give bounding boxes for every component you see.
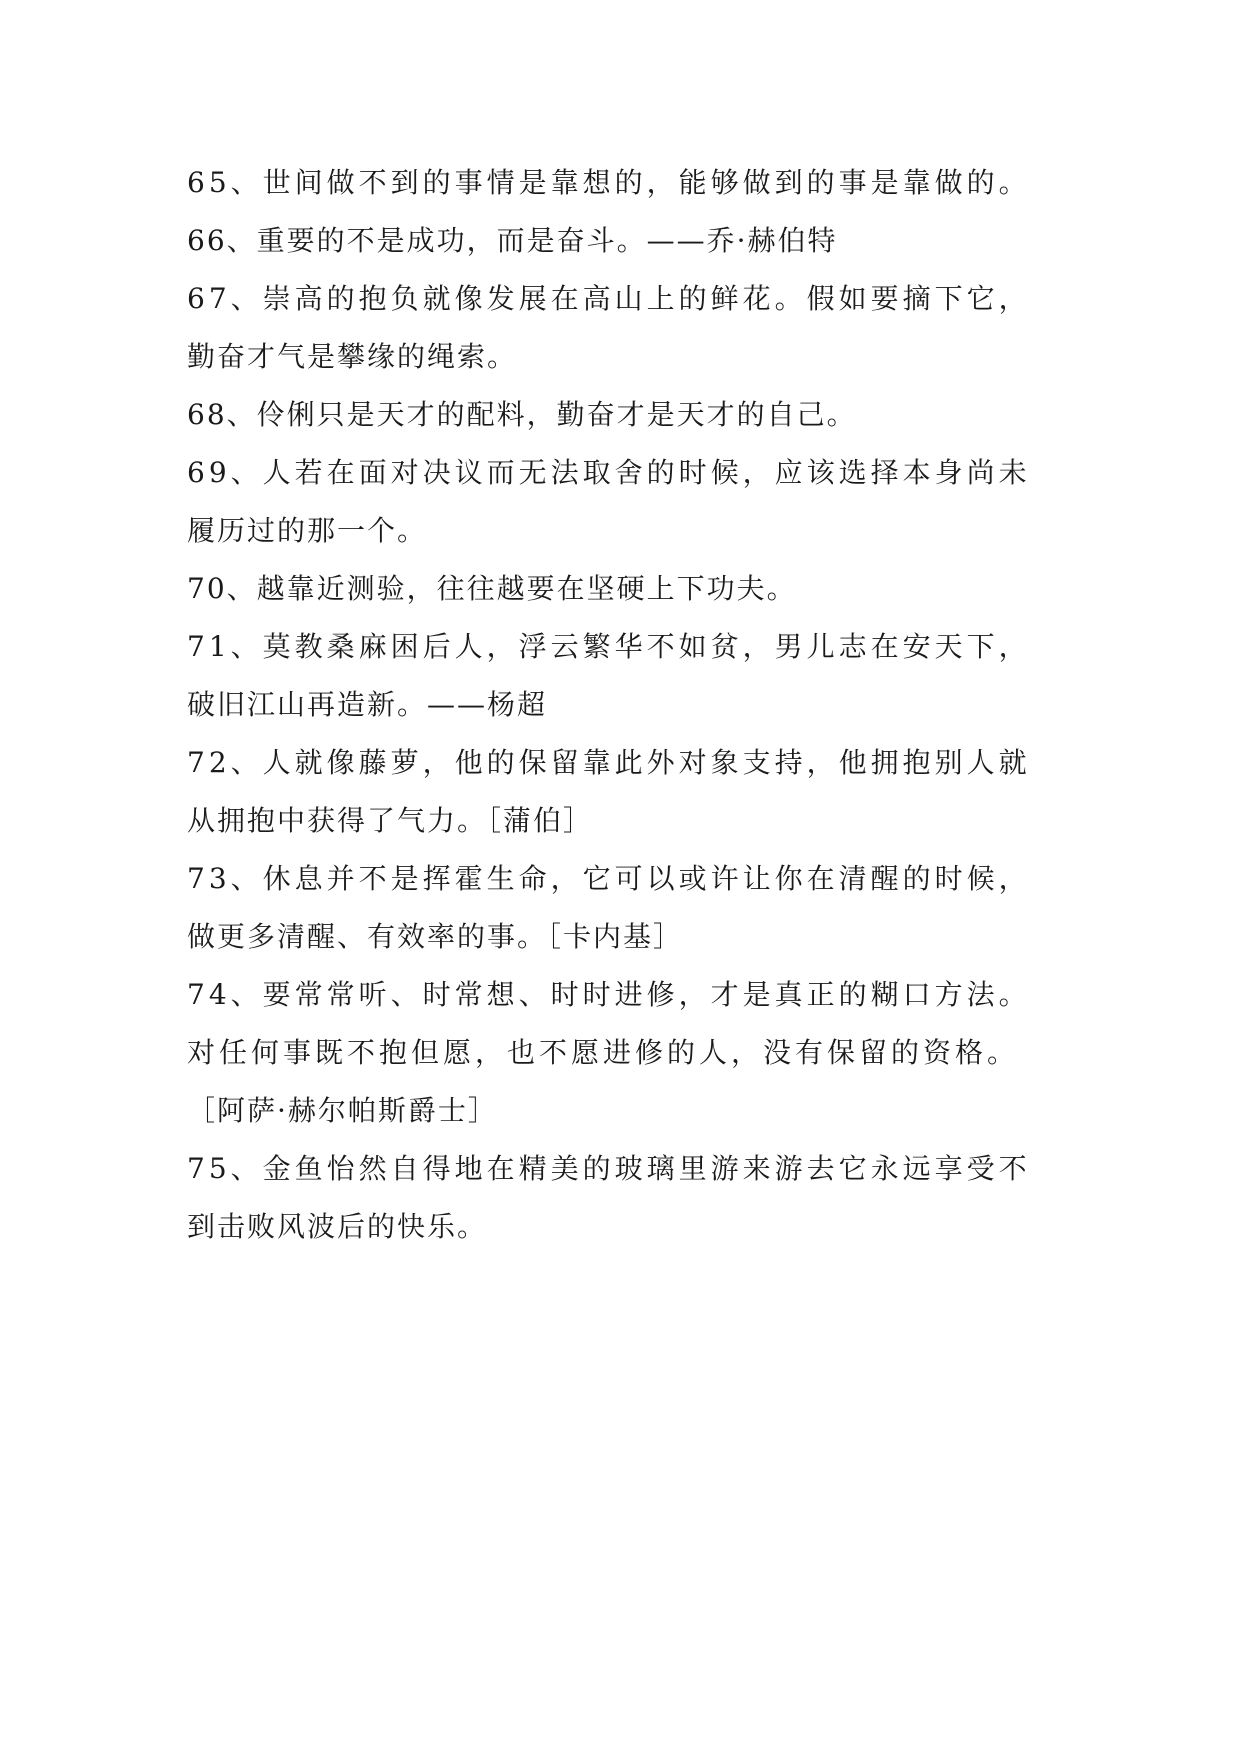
quote-74-line-2: 对任何事既不抱但愿，也不愿进修的人，没有保留的资格。 — [187, 1036, 1020, 1069]
quote-65-line-1: 65、世间做不到的事情是靠想的，能够做到的事是靠做的。 — [187, 166, 1031, 199]
quote-72-line-1: 72、人就像藤萝，他的保留靠此外对象支持，他拥抱别人就 — [187, 746, 1031, 779]
quote-73-line-1: 73、休息并不是挥霍生命，它可以或许让你在清醒的时候， — [187, 862, 1031, 895]
quote-75-line-1: 75、金鱼怡然自得地在精美的玻璃里游来游去它永远享受不 — [187, 1152, 1031, 1185]
quote-67-line-1: 67、崇高的抱负就像发展在高山上的鲜花。假如要摘下它， — [187, 282, 1031, 315]
quote-74-line-1: 74、要常常听、时常想、时时进修，才是真正的糊口方法。 — [187, 978, 1031, 1011]
quote-67-line-2: 勤奋才气是攀缘的绳索。 — [187, 340, 518, 373]
quote-73-line-2: 做更多清醒、有效率的事。［卡内基］ — [187, 920, 684, 953]
quote-69-line-1: 69、人若在面对决议而无法取舍的时候，应该选择本身尚未 — [187, 456, 1031, 489]
quote-71-line-1: 71、莫教桑麻困后人，浮云繁华不如贫，男儿志在安天下， — [187, 630, 1031, 663]
quote-69-line-2: 履历过的那一个。 — [187, 514, 428, 547]
quote-68-line-1: 68、伶俐只是天才的配料，勤奋才是天才的自己。 — [187, 398, 857, 431]
quote-70-line-1: 70、越靠近测验，往往越要在坚硬上下功夫。 — [187, 572, 797, 605]
quote-75-line-2: 到击败风波后的快乐。 — [187, 1210, 488, 1243]
quote-72-line-2: 从拥抱中获得了气力。［蒲伯］ — [187, 804, 594, 837]
quote-71-line-2: 破旧江山再造新。——杨超 — [187, 688, 548, 721]
quote-66-line-1: 66、重要的不是成功，而是奋斗。——乔·赫伯特 — [187, 224, 838, 257]
quote-74-line-3: ［阿萨·赫尔帕斯爵士］ — [187, 1094, 498, 1127]
quote-list — [187, 154, 1087, 1256]
